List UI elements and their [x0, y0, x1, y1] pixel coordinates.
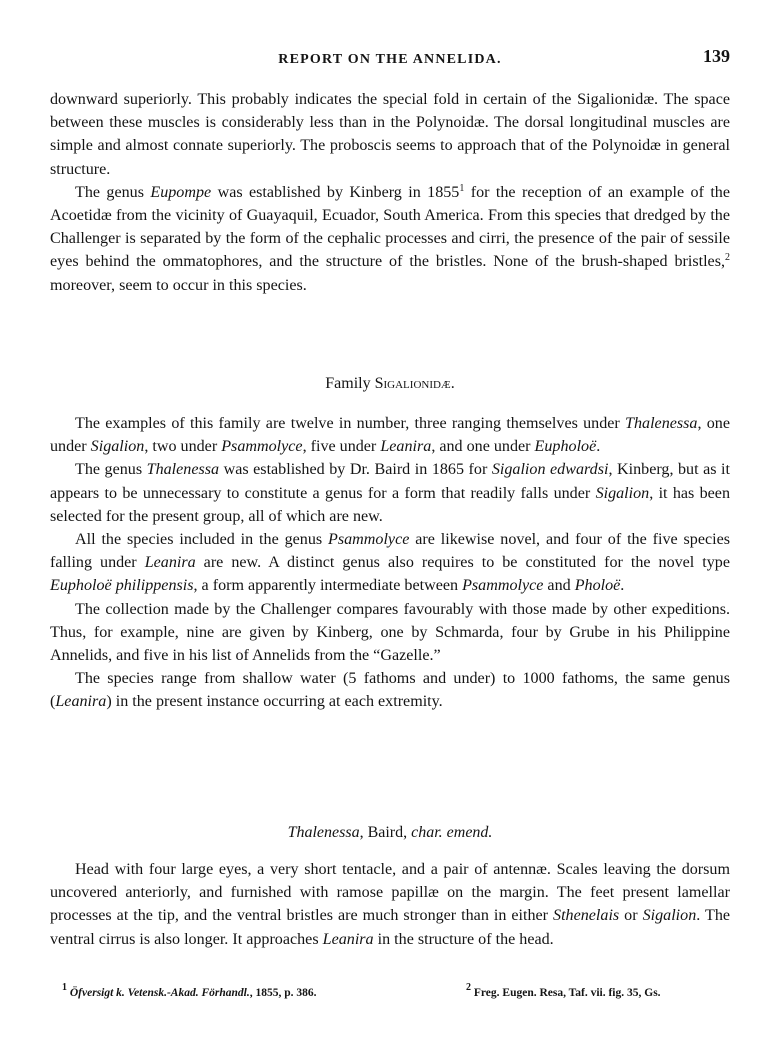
- paragraph-psammolyce: All the species included in the genus Psammolyce are likewise novel, and four of the five species falling under Leanira are new. A distinct genus also requires to be constituted for the novel type Eupholoë philippensis, a form apparently intermediate between Psammolyce and Pholoë.: [50, 531, 731, 595]
- footnote-1: $^1$ Öfversigt k. Vetensk.-Akad. Förhandl., 1855, p. 386.: [62, 982, 317, 999]
- page-number: 139: [703, 46, 730, 66]
- paragraph-species-range: The species range from shallow water (5 fathoms and under) to 1000 fathoms, the same genus (Leanira) in the present instance occurring at each extremity.: [50, 670, 730, 711]
- genus-heading: Thalenessa, Baird, char. emend.: [287, 824, 493, 841]
- paragraph-family-count: The examples of this family are twelve in number, three ranging themselves under Thalenessa, one under Sigalion, two under Psammolyce, five under Leanira, and one under Eupholoë.: [50, 415, 730, 456]
- genus-section: [50, 858, 730, 951]
- paragraph-thalenessa-genus: The genus Thalenessa was established by Dr. Baird in 1865 for Sigalion edwardsi, Kinberg, but as it appears to be unnecessary to constitute a genus for a form that readily falls under Sigalion, it has been selected for the present group, all of which are new.: [50, 461, 730, 525]
- family-section: [50, 412, 730, 714]
- paragraph-eupompe: The genus Eupompe was established by Kinberg in 1855$^1$ for the reception of an example of the Acoetidæ from the vicinity of Guayaquil, Ecuador, South America. From this species that dredged by the Challenger is separated by the form of the cephalic processes and cirri, the presence of the pair of sessile eyes behind the ommatophores, and the structure of the bristles. None of the brush-shaped bristles,$^2$ moreover, seem to occur in this species.: [50, 182, 730, 294]
- footnote-ref-1: 1: [459, 182, 465, 194]
- page-header: [50, 46, 730, 70]
- footnote-ref-2: 2: [725, 252, 730, 264]
- intro-section: [50, 88, 730, 297]
- paragraph-genus-description: Head with four large eyes, a very short tentacle, and a pair of antennæ. Scales leaving the dorsum uncovered anteriorly, and furnished with ramose papillæ on the margin. The feet present lamellar processes at the tip, and the ventral bristles are much stronger than in either Sthenelais or Sigalion. The ventral cirrus is also longer. It approaches Leanira in the structure of the head.: [50, 861, 731, 948]
- paragraph-muscles: downward superiorly. This probably indicates the special fold in certain of the Sigalionidæ. The space between these muscles is considerably less than in the Polynoidæ. The dorsal longitudinal muscles are simple and almost connate superiorly. The proboscis seems to approach that of the Polynoidæ in general structure.: [50, 91, 730, 178]
- family-heading: Family Sigalionidæ.: [325, 375, 455, 392]
- running-title: REPORT ON THE ANNELIDA.: [278, 52, 502, 67]
- footnote-2: $^2$ Freg. Eugen. Resa, Taf. vii. fig. 35, Gs.: [466, 982, 661, 999]
- paragraph-collection: The collection made by the Challenger compares favourably with those made by other expeditions. Thus, for example, nine are given by Kinberg, one by Schmarda, four by Grube in his Philippine Annelids, and five in his list of Annelids from the “Gazelle.”: [50, 600, 730, 665]
